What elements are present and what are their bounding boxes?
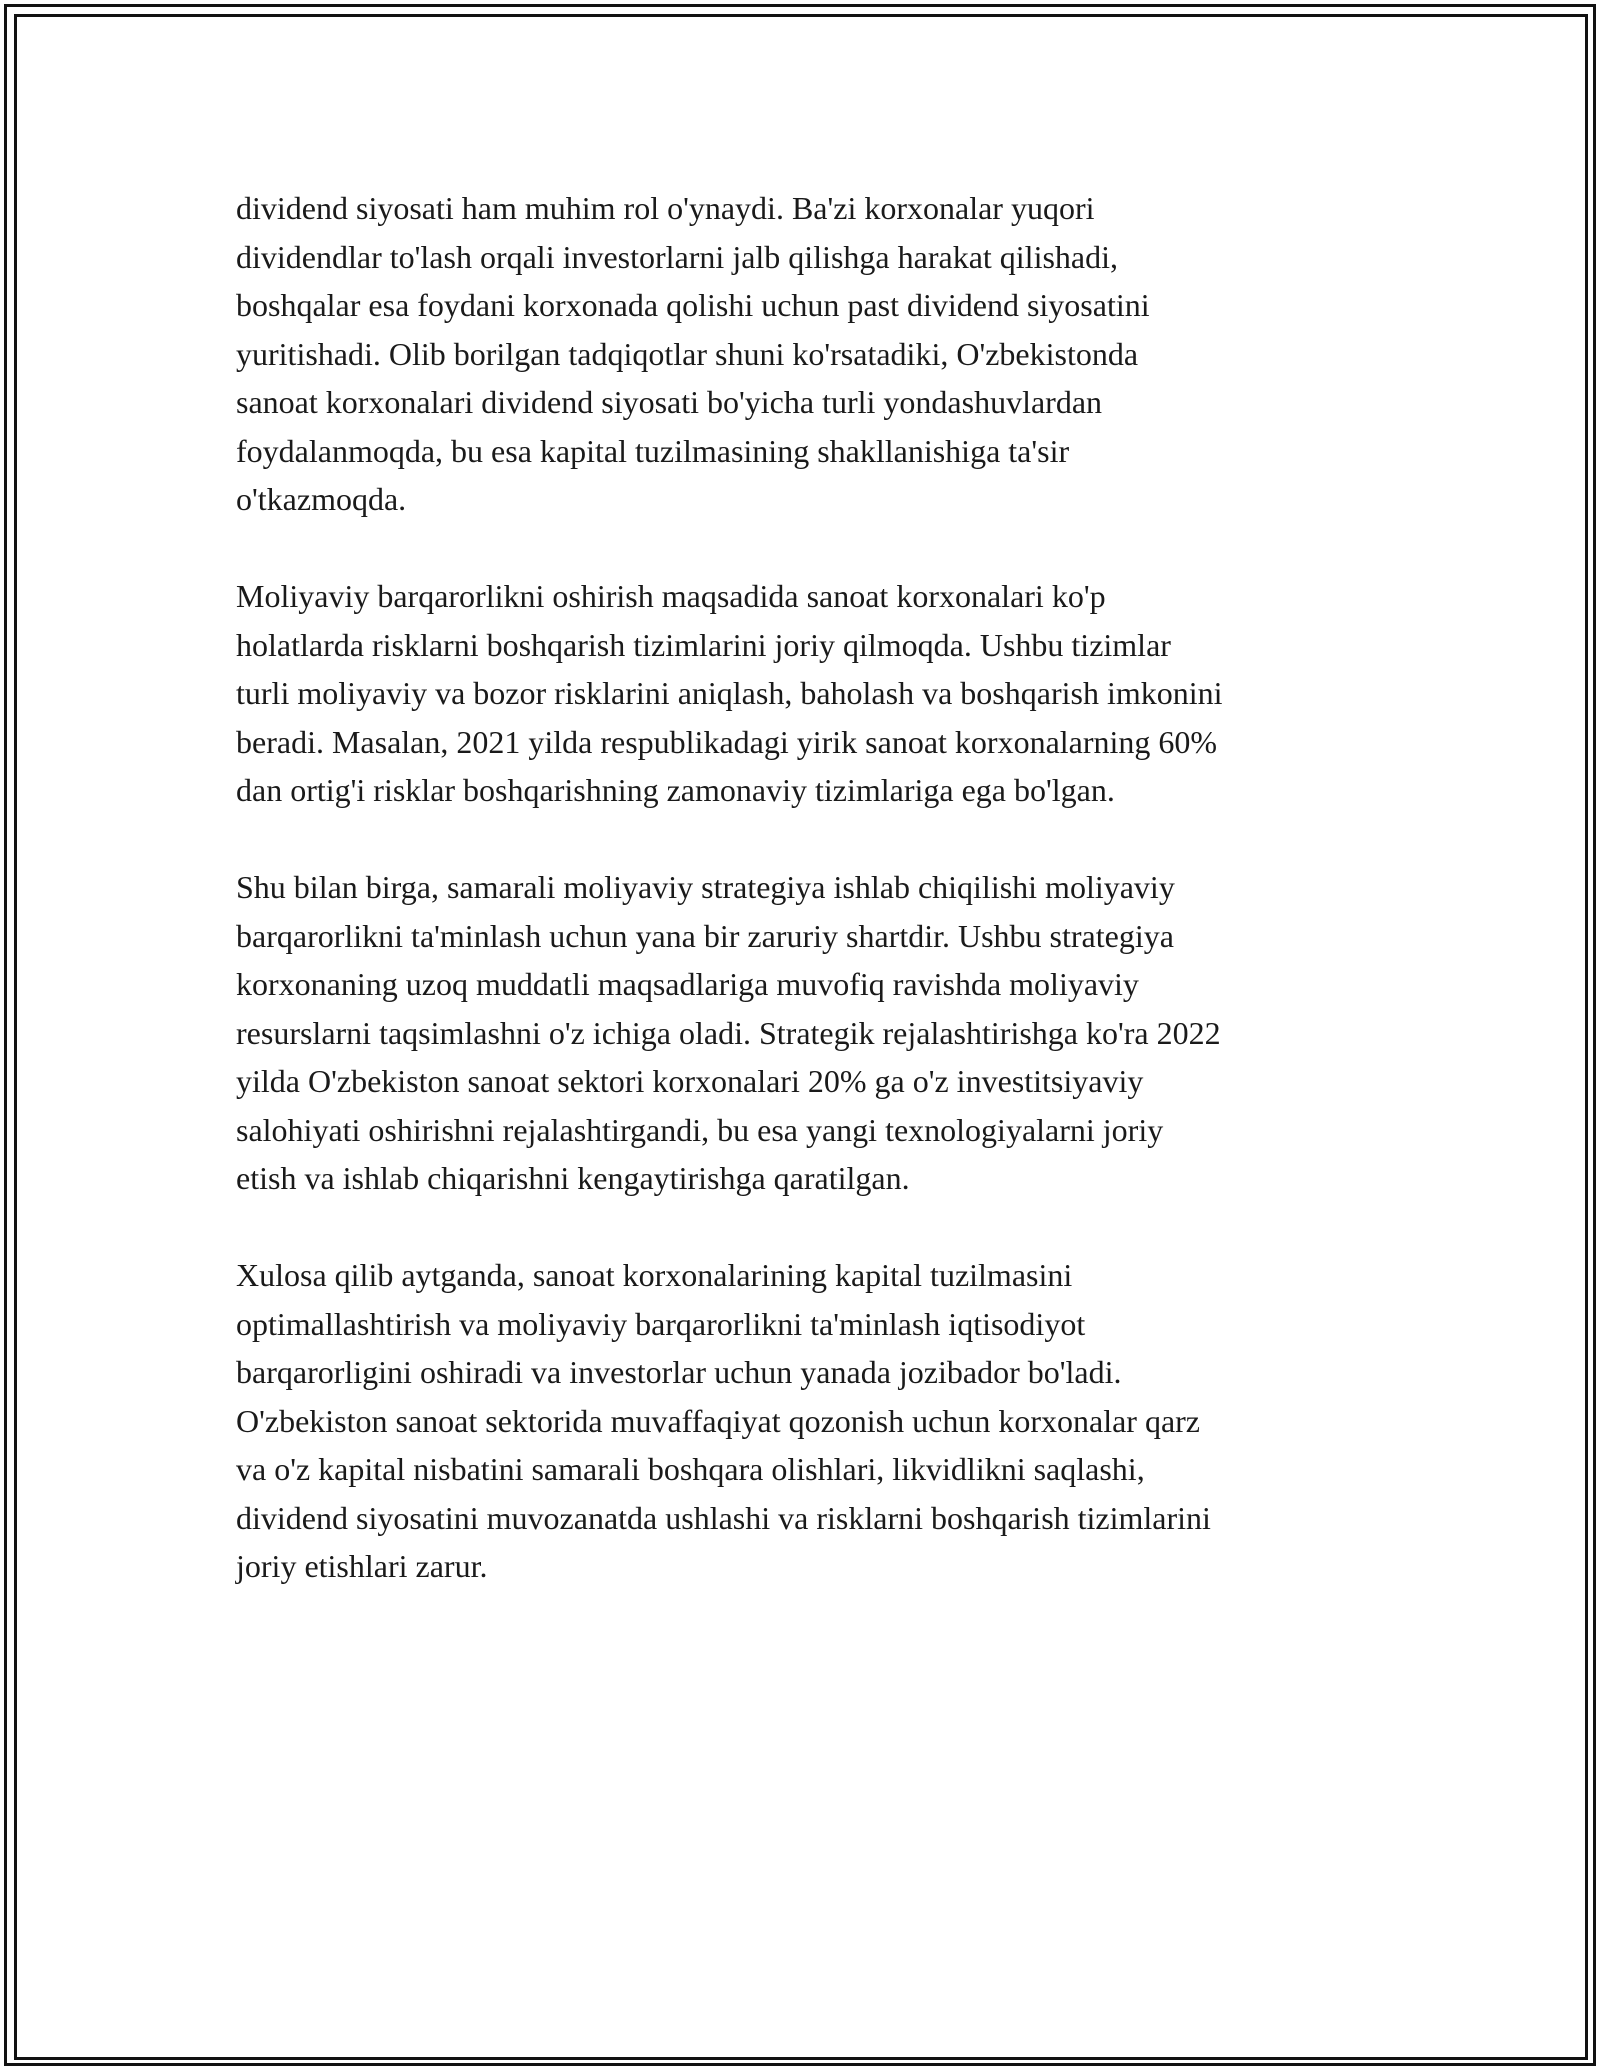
text-line: Moliyaviy barqarorlikni oshirish maqsadida sanoat korxonalari ko'p: [236, 578, 1106, 614]
text-line: yilda O'zbekiston sanoat sektori korxonalari 20% ga o'z investitsiyaviy: [236, 1063, 1144, 1099]
text-line: o'tkazmoqda.: [236, 481, 407, 517]
text-line: salohiyati oshirishni rejalashtirgandi, bu esa yangi texnologiyalarni joriy: [236, 1111, 1164, 1148]
text-line: holatlarda risklarni boshqarish tizimlarini joriy qilmoqda. Ushbu tizimlar: [236, 626, 1171, 663]
text-line: joriy etishlari zarur.: [236, 1548, 488, 1584]
text-line: optimallashtirish va moliyaviy barqarorlikni ta'minlash iqtisodiyot: [236, 1305, 1086, 1342]
text-line: va o'z kapital nisbatini samarali boshqara olishlari, likvidlikni saqlashi,: [236, 1451, 1145, 1487]
text-line: dividendlar to'lash orqali investorlarni jalb qilishga harakat qilishadi,: [236, 238, 1118, 275]
text-line: resurslarni taqsimlashni o'z ichiga oladi. Strategik rejalashtirishga ko'ra 2022: [236, 1014, 1221, 1051]
text-line: Shu bilan birga, samarali moliyaviy strategiya ishlab chiqilishi moliyaviy: [236, 869, 1175, 905]
document-body: [236, 184, 1376, 1639]
paragraph-risk-management: [236, 572, 1376, 815]
text-line: barqarorligini oshiradi va investorlar uchun yanada jozibador bo'ladi.: [236, 1354, 1122, 1390]
paragraph-financial-strategy: [236, 863, 1376, 1203]
paragraph-dividend-policy: [236, 184, 1376, 524]
paragraph-conclusion: [236, 1251, 1376, 1591]
text-line: beradi. Masalan, 2021 yilda respublikadagi yirik sanoat korxonalarning 60%: [236, 723, 1218, 760]
text-line: etish va ishlab chiqarishni kengaytirishga qaratilgan.: [236, 1160, 910, 1196]
text-line: O'zbekiston sanoat sektorida muvaffaqiyat qozonish uchun korxonalar qarz: [236, 1402, 1200, 1439]
text-line: yuritishadi. Olib borilgan tadqiqotlar shuni ko'rsatadiki, O'zbekistonda: [236, 335, 1139, 372]
text-line: dividend siyosatini muvozanatda ushlashi va risklarni boshqarish tizimlarini: [236, 1499, 1211, 1536]
text-line: dividend siyosati ham muhim rol o'ynaydi. Ba'zi korxonalar yuqori: [236, 190, 1095, 226]
text-line: barqarorlikni ta'minlash uchun yana bir zaruriy shartdir. Ushbu strategiya: [236, 917, 1174, 954]
text-line: foydalanmoqda, bu esa kapital tuzilmasining shakllanishiga ta'sir: [236, 432, 1070, 469]
text-line: sanoat korxonalari dividend siyosati bo'yicha turli yondashuvlardan: [236, 384, 1103, 420]
text-line: turli moliyaviy va bozor risklarini aniqlash, baholash va boshqarish imkonini: [236, 675, 1223, 711]
text-line: korxonaning uzoq muddatli maqsadlariga muvofiq ravishda moliyaviy: [236, 966, 1139, 1002]
text-line: boshqalar esa foydani korxonada qolishi uchun past dividend siyosatini: [236, 287, 1150, 323]
text-line: Xulosa qilib aytganda, sanoat korxonalarining kapital tuzilmasini: [236, 1257, 1073, 1293]
text-line: dan ortig'i risklar boshqarishning zamonaviy tizimlariga ega bo'lgan.: [236, 772, 1115, 808]
